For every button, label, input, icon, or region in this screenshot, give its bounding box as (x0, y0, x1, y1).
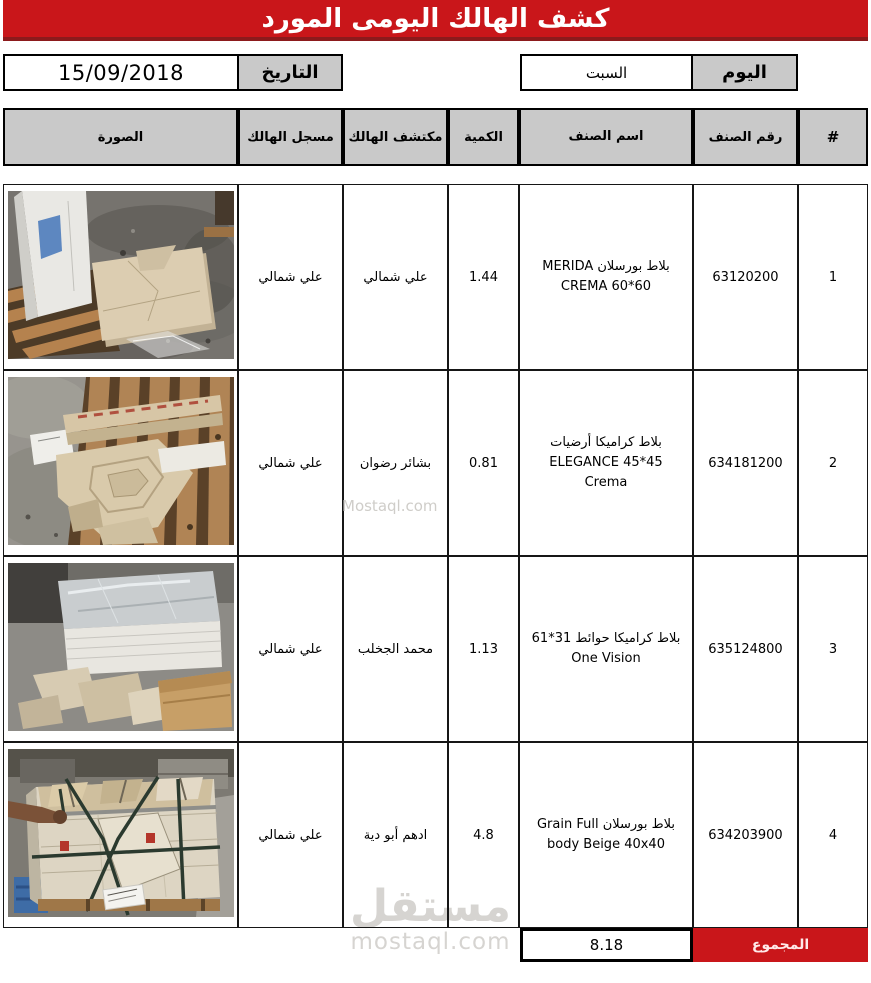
col-header-item-no: رقم الصنف (693, 108, 798, 166)
cell-qty: 1.13 (448, 556, 519, 742)
day-value: السبت (520, 54, 693, 91)
day-label: اليوم (693, 54, 798, 91)
watermark-logo: مستقل (350, 881, 511, 932)
watermark-url: mostaql.com (350, 929, 511, 956)
col-header-photo: الصورة (3, 108, 238, 166)
cell-recorder: علي شمالي (238, 742, 343, 928)
table-row (3, 556, 868, 742)
report-title: كشف الهالك اليومى المورد (261, 3, 610, 34)
cell-item-name: بلاط كراميكا أرضيات 45*45 ELEGANCE Crema (519, 370, 693, 556)
cell-photo (3, 184, 238, 370)
cell-discoverer: علي شمالي (343, 184, 448, 370)
cell-qty: 4.8 (448, 742, 519, 928)
table-row (3, 742, 868, 932)
cell-item-name: بلاط بورسلان Grain Full body Beige 40x40 (519, 742, 693, 928)
cell-discoverer: محمد الجخلب (343, 556, 448, 742)
cell-item-no: 634181200 (693, 370, 798, 556)
cell-item-name: بلاط كراميكا حوائط 31*61 One Vision (519, 556, 693, 742)
total-row (3, 928, 868, 962)
total-value: 8.18 (520, 928, 693, 962)
col-header-item-name: اسم الصنف (519, 108, 693, 166)
cell-num: 3 (798, 556, 868, 742)
cell-item-no: 635124800 (693, 556, 798, 742)
damage-photo-tiles-on-pallet (8, 377, 234, 545)
table-header-row (3, 108, 868, 166)
table-row (3, 184, 868, 370)
cell-discoverer: بشائر رضوان (343, 370, 448, 556)
watermark-text: Mostaql.com (342, 497, 438, 515)
total-label: المجموع (693, 928, 868, 962)
meta-row (3, 54, 868, 91)
cell-num: 2 (798, 370, 868, 556)
cell-recorder: علي شمالي (238, 556, 343, 742)
cell-qty: 1.44 (448, 184, 519, 370)
table-row (3, 370, 868, 556)
report-title-bar (3, 0, 868, 41)
damage-photo-strapped-box-pallet (8, 749, 234, 917)
cell-qty: 0.81 (448, 370, 519, 556)
cell-photo (3, 556, 238, 742)
cell-num: 4 (798, 742, 868, 928)
col-header-qty: الكمية (448, 108, 519, 166)
col-header-discoverer: مكتشف الهالك (343, 108, 448, 166)
damage-photo-wrapped-tile-stack (8, 563, 234, 731)
cell-recorder: علي شمالي (238, 184, 343, 370)
date-value: 15/09/2018 (3, 54, 239, 91)
date-label: التاريخ (239, 54, 343, 91)
cell-discoverer: ادهم أبو دية (343, 742, 448, 928)
col-header-recorder: مسجل الهالك (238, 108, 343, 166)
cell-item-name: بلاط بورسلان MERIDA CREMA 60*60 (519, 184, 693, 370)
cell-photo (3, 370, 238, 556)
cell-num: 1 (798, 184, 868, 370)
damage-photo-broken-tiles-on-floor (8, 191, 234, 359)
cell-item-no: 63120200 (693, 184, 798, 370)
cell-recorder: علي شمالي (238, 370, 343, 556)
col-header-num: # (798, 108, 868, 166)
cell-item-no: 634203900 (693, 742, 798, 928)
cell-photo (3, 742, 238, 928)
